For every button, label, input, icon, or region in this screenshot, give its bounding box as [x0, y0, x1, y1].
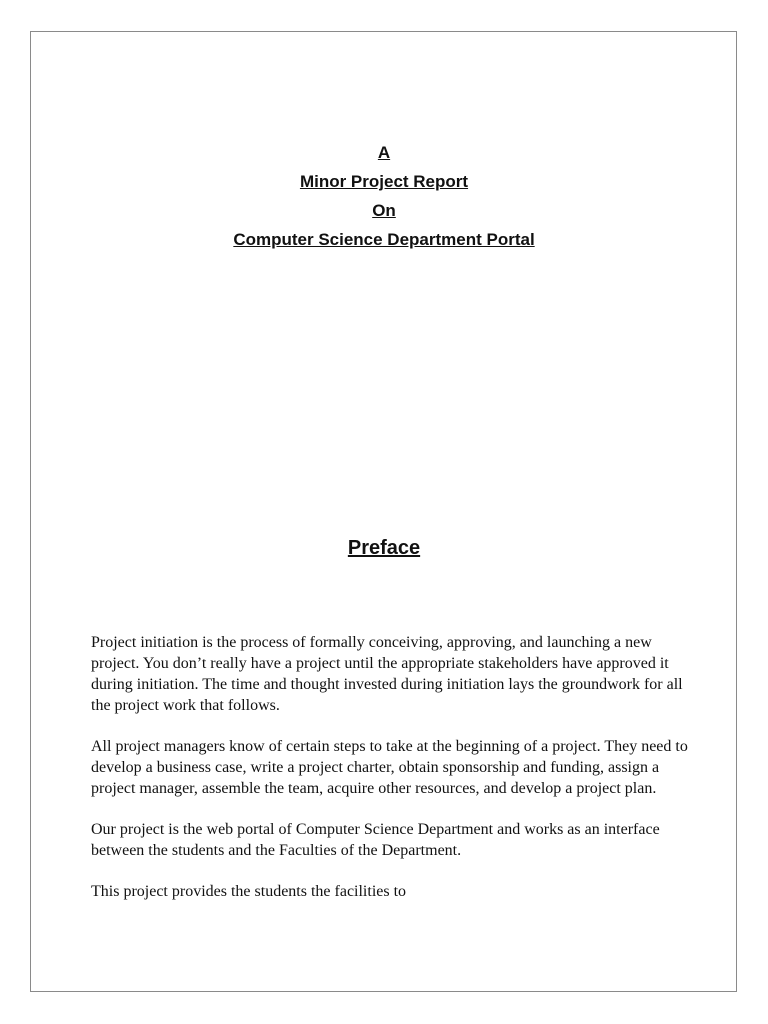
preface-body: [91, 632, 691, 922]
title-line-article: A: [377, 143, 391, 162]
preface-heading: Preface: [347, 537, 421, 559]
preface-paragraph: Project initiation is the process of formally conceiving, approving, and launching a new project. You don’t really have a project until the appropriate stakeholders have approved it during initiation. The time and thought invested during initiation lays the groundwork for all the project work that follows.: [91, 634, 683, 714]
title-line-report: Minor Project Report: [299, 172, 469, 191]
title-line-on: On: [372, 201, 396, 220]
title-line-portal: Computer Science Department Portal: [233, 230, 535, 249]
preface-paragraph: This project provides the students the facilities to: [91, 883, 407, 900]
preface-paragraph: Our project is the web portal of Computer Science Department and works as an interface between the students and the Faculties of the Department.: [91, 821, 660, 859]
preface-paragraph: All project managers know of certain steps to take at the beginning of a project. They need to develop a business case, write a project charter, obtain sponsorship and funding, assign a project manager, assemble the team, acquire other resources, and develop a project plan.: [91, 738, 688, 797]
title-block: [0, 138, 768, 254]
